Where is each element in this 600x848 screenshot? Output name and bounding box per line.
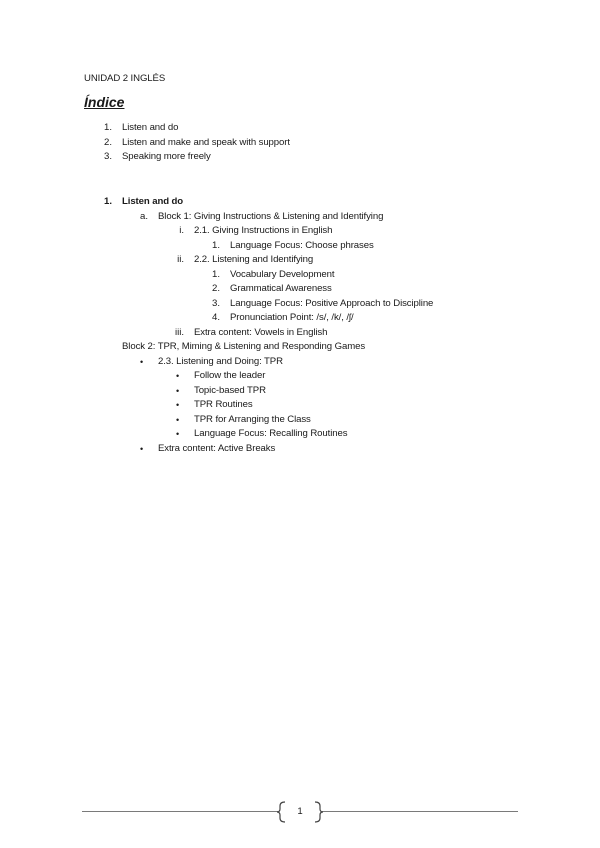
subsection-heading: 2.2. Listening and Identifying [194,254,314,265]
summary-item: Listen and make and speak with support [122,137,290,148]
subsection-heading: Extra content: Vowels in English [194,327,328,338]
block-letter: a. [139,211,148,222]
block-heading: Block 2: TPR, Miming & Listening and Responding Games [122,341,366,352]
bullet-icon: • [176,371,180,381]
item-text: Language Focus: Choose phrases [230,240,374,251]
summary-number: 3. [103,151,112,162]
item-text: Extra content: Active Breaks [158,443,276,454]
bullet-icon: • [176,400,180,410]
item-text: Language Focus: Recalling Routines [194,428,348,439]
bullet-icon: • [176,429,180,439]
page-number: 1 [297,806,303,817]
bullet-icon: • [140,357,144,367]
item-number: 2. [211,283,220,294]
item-text: Follow the leader [194,370,266,381]
bullet-icon: • [176,415,180,425]
item-number: 3. [211,298,220,309]
item-text: Pronunciation Point: /s/, /k/, /ʃ/ [230,312,354,323]
subsection-heading: 2.1. Giving Instructions in English [194,225,333,236]
item-text: Grammatical Awareness [230,283,332,294]
item-number: 1. [211,240,220,251]
summary-item: Listen and do [122,122,179,133]
section-heading: Listen and do [122,196,184,207]
block-heading: Block 1: Giving Instructions & Listening and Identifying [158,211,384,222]
item-text: Language Focus: Positive Approach to Discipline [230,298,434,309]
summary-item: Speaking more freely [122,151,211,162]
document-header: UNIDAD 2 INGLÉS [84,73,166,84]
item-text: Topic-based TPR [194,385,266,396]
subsection-heading: 2.3. Listening and Doing: TPR [158,356,283,367]
summary-number: 2. [103,137,112,148]
item-text: TPR for Arranging the Class [194,414,311,425]
footer-divider-left [82,811,278,812]
item-text: Vocabulary Development [230,269,335,280]
item-text: TPR Routines [194,399,253,410]
subsection-roman: ii. [177,254,184,265]
subsection-roman: iii. [174,327,184,338]
index-title: Índice [84,94,125,110]
item-number: 1. [211,269,220,280]
subsection-roman: i. [179,225,184,236]
bullet-icon: • [176,386,180,396]
footer-divider-right [322,811,518,812]
item-number: 4. [211,312,220,323]
summary-number: 1. [103,122,112,133]
bullet-icon: • [140,444,144,454]
page-number-box [276,801,324,823]
section-number: 1. [103,196,112,207]
